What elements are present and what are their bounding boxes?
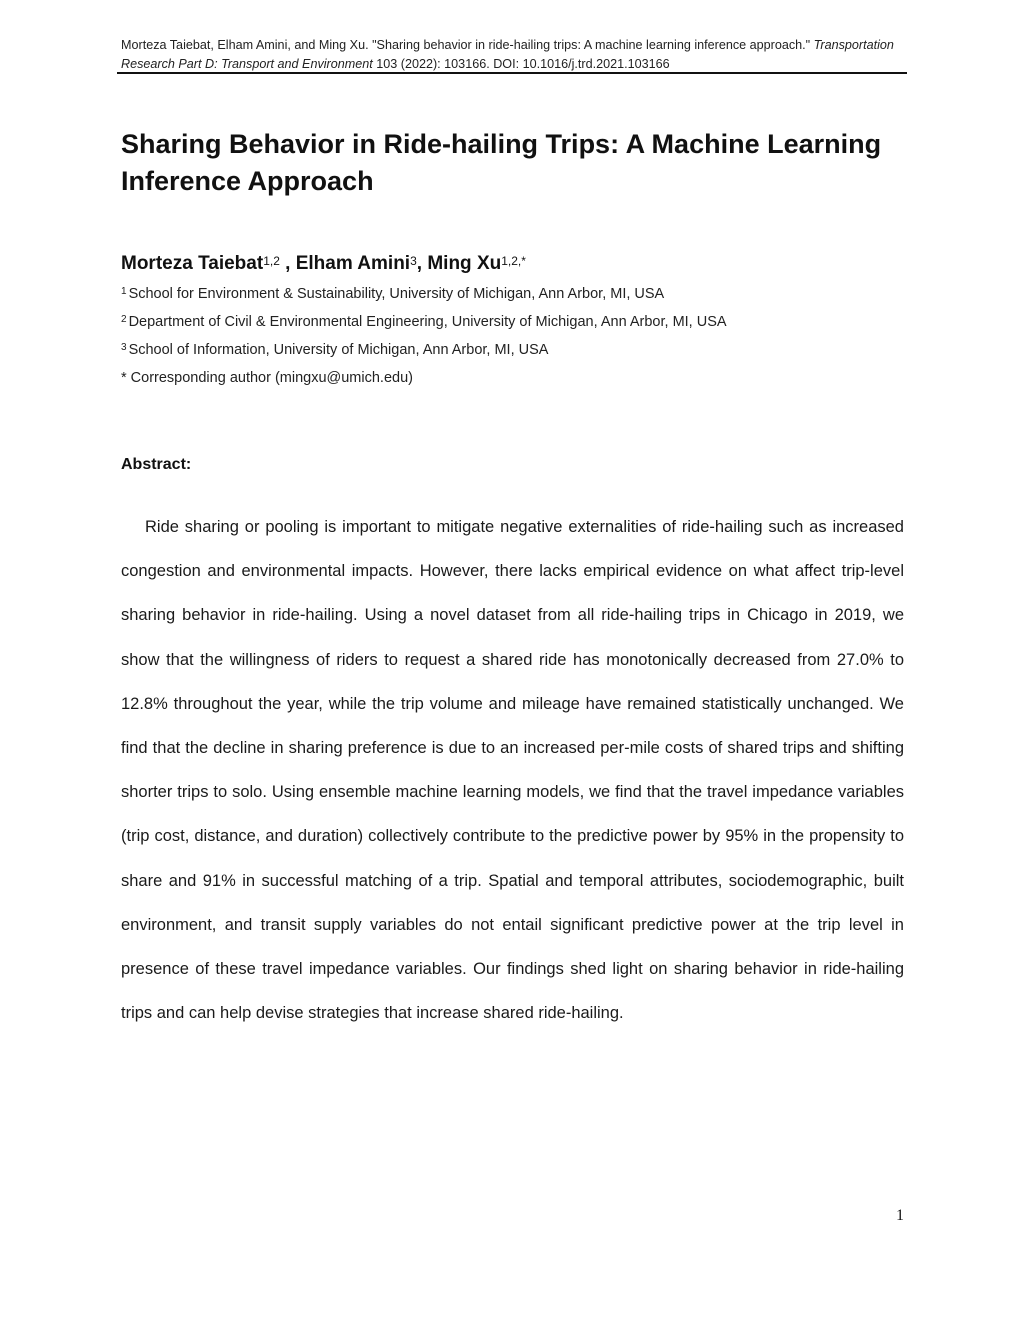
affiliation-mark: 3 (121, 342, 127, 353)
affiliation-mark: 2 (121, 314, 127, 325)
corresponding-author: * Corresponding author (mingxu@umich.edu) (121, 370, 413, 386)
author-affiliation-mark: 3 (410, 254, 417, 268)
author-separator: , (279, 253, 296, 274)
affiliation-1 (121, 284, 911, 304)
affiliation-text: Department of Civil & Environmental Engineering, University of Michigan, Ann Arbor, MI, USA (128, 314, 727, 330)
abstract-body: Ride sharing or pooling is important to mitigate negative externalities of ride-hailing such as increased congestion and environmental impacts. However, there lacks empirical evidence on what affect trip-level sharing behavior in ride-hailing. Using a novel dataset from all ride-hailing trips in Chicago in 2019, we show that the willingness of riders to request a shared ride has monotonically decreased from 27.0% to 12.8% throughout the year, while the trip volume and mileage have remained statistically unchanged. We find that the decline in sharing preference is due to an increased per-mile costs of shared trips and shifting shorter trips to solo. Using ensemble machine learning models, we find that the travel impedance variables (trip cost, distance, and duration) collectively contribute to the predictive power by 95% in the propensity to share and 91% in successful matching of a trip. Spatial and temporal attributes, sociodemographic, built environment, and transit supply variables do not entail significant predictive power at the trip level in presence of these travel impedance variables. Our findings shed light on sharing behavior in ride-hailing trips and can help devise strategies that increase shared ride-hailing. (121, 518, 904, 1023)
author-name: Elham Amini (295, 253, 411, 274)
affiliation-2 (121, 312, 911, 332)
affiliation-mark: 1 (121, 286, 127, 297)
citation-header (121, 36, 911, 74)
citation-prefix: Morteza Taiebat, Elham Amini, and Ming Xu. "Sharing behavior in ride-hailing trips: A machine learning inference approach." (121, 38, 814, 52)
citation-journal: Transportation Research Part D: Transport and Environment (121, 38, 894, 71)
author-separator: , (416, 253, 428, 274)
citation-suffix: 103 (2022): 103166. DOI: 10.1016/j.trd.2021.103166 (372, 57, 670, 71)
affiliation-3 (121, 340, 911, 360)
affiliation-text: School of Information, University of Michigan, Ann Arbor, MI, USA (128, 342, 549, 358)
author-affiliation-mark: 1,2 (263, 254, 280, 268)
author-list (121, 251, 911, 277)
paper-title: Sharing Behavior in Ride-hailing Trips: A Machine Learning Inference Approach (121, 129, 882, 196)
page-number: 1 (896, 1207, 904, 1224)
header-divider (117, 72, 907, 74)
affiliation-text: School for Environment & Sustainability, University of Michigan, Ann Arbor, MI, USA (128, 286, 665, 302)
abstract-heading: Abstract: (121, 456, 192, 473)
author-name: Ming Xu (427, 253, 502, 274)
author-affiliation-mark: 1,2,* (501, 254, 526, 268)
author-name: Morteza Taiebat (121, 253, 264, 274)
